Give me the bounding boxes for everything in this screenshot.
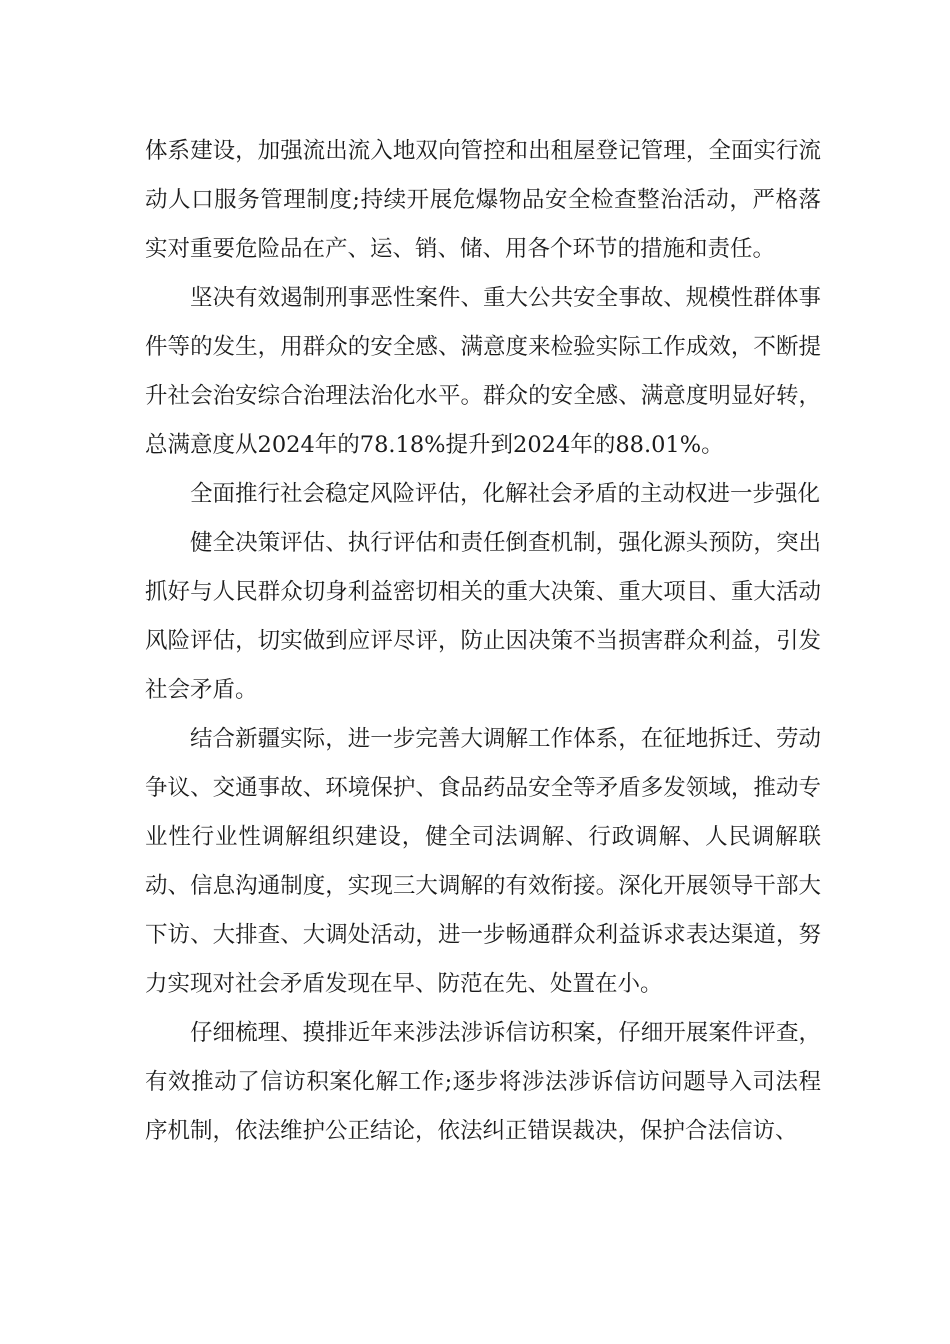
paragraph-4: 健全决策评估、执行评估和责任倒查机制，强化源头预防，突出抓好与人民群众切身利益密切相关的重大决策、重大项目、重大活动风险评估，切实做到应评尽评，防止因决策不当损害群众利益，引发社会矛盾。 xyxy=(145,530,821,703)
paragraph-2: 坚决有效遏制刑事恶性案件、重大公共安全事故、规模性群体事件等的发生，用群众的安全感、满意度来检验实际工作成效，不断提升社会治安综合治理法治化水平。群众的安全感、满意度明显好转，总满意度从2024年的78.18%提升到2024年的88.01%。 xyxy=(145,285,821,458)
paragraph-1: 体系建设，加强流出流入地双向管控和出租屋登记管理，全面实行流动人口服务管理制度;持续开展危爆物品安全检查整治活动，严格落实对重要危险品在产、运、销、储、用各个环节的措施和责任。 xyxy=(145,138,821,262)
paragraph-3-heading: 全面推行社会稳定风险评估，化解社会矛盾的主动权进一步强化 xyxy=(190,481,821,507)
paragraph-5: 结合新疆实际，进一步完善大调解工作体系，在征地拆迁、劳动争议、交通事故、环境保护、食品药品安全等矛盾多发领域，推动专业性行业性调解组织建设，健全司法调解、行政调解、人民调解联动、信息沟通制度，实现三大调解的有效衔接。深化开展领导干部大下访、大排查、大调处活动，进一步畅通群众利益诉求表达渠道，努力实现对社会矛盾发现在早、防范在先、处置在小。 xyxy=(145,726,821,997)
document-body xyxy=(145,127,821,1156)
paragraph-6: 仔细梳理、摸排近年来涉法涉诉信访积案，仔细开展案件评查，有效推动了信访积案化解工作;逐步将涉法涉诉信访问题导入司法程序机制，依法维护公正结论，依法纠正错误裁决，保护合法信访、 xyxy=(145,1020,821,1144)
